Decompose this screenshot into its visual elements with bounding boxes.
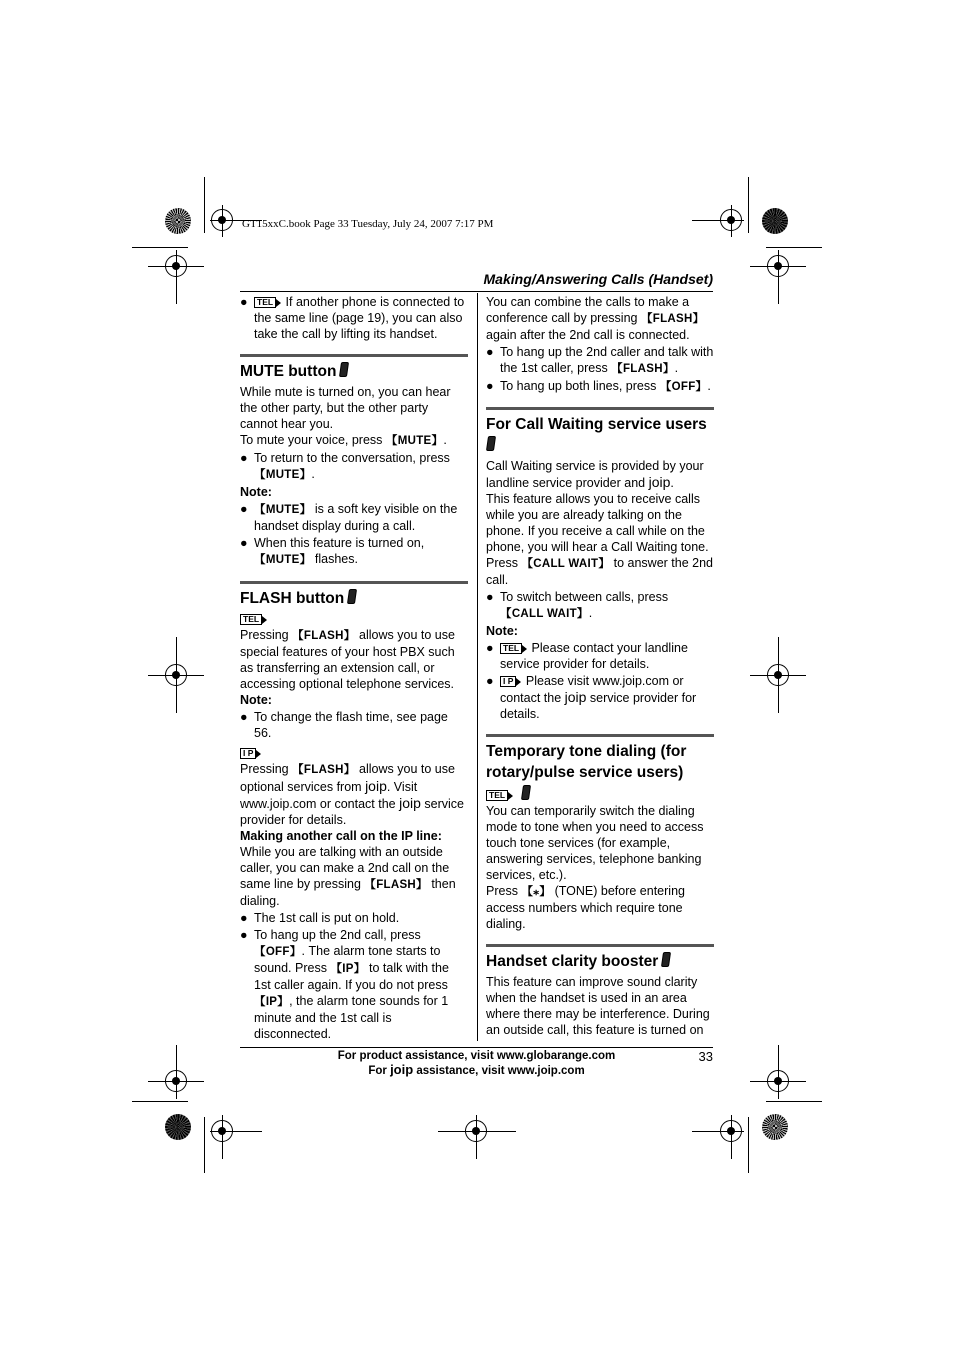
list-item: ● To hang up the 2nd caller and talk with the 1st caller, press 【FLASH】.: [486, 345, 714, 375]
tel-icon: TEL: [500, 643, 522, 654]
file-header: GT15xxC.book Page 33 Tuesday, July 24, 2007 7:17 PM: [242, 218, 494, 230]
list-item: ● When this feature is turned on, 【MUTE】 flashes.: [240, 536, 425, 566]
note-label: Note:: [240, 693, 272, 707]
column-divider: [477, 293, 478, 1041]
note-label: Note:: [486, 624, 518, 638]
list-item: ● The 1st call is put on hold.: [240, 911, 400, 925]
handset-icon: [661, 952, 671, 967]
handset-icon: [347, 589, 357, 604]
handset-icon: [339, 362, 349, 377]
tel-icon: TEL: [254, 297, 276, 308]
flash-section-title: FLASH button: [240, 581, 468, 609]
note-label: Note:: [240, 485, 272, 499]
ip-icon: I P: [500, 676, 516, 687]
list-item: ● To return to the conversation, press 【MUTE】.: [240, 451, 450, 481]
list-item: ● TEL Please contact your landline service provider for details.: [486, 641, 688, 671]
list-item: ● To hang up both lines, press 【OFF】.: [486, 379, 711, 393]
list-item: ● To switch between calls, press 【CALL WAIT】.: [486, 590, 669, 620]
page-number: 33: [698, 1049, 713, 1064]
tone-dialing-section-title: Temporary tone dialing (for rotary/pulse service users): [486, 734, 714, 783]
right-column: You can combine the calls to make a conference call by pressing 【FLASH】 again after the 2nd call is connected. ● To hang up the 2nd caller and talk with the 1st caller, press 【FLASH】. ● To hang up both lines, press 【OFF】. For Call Waiting service users Call Waiting service is provided by your landline service provider and joip. This feature allows you to receive calls while you are already talking on the phone. If you receive a call while on the phone, you will hear a Call Waiting tone. Press 【CALL WAIT】 to answer the 2nd call. ● To switch between calls, press 【CALL WAIT】. Note: ● TEL Please contact your landline service provider for details. ● I P Please visit www.joip.com or contact the joip service provider for details. Temporary tone dialing (for rotary/pulse service users) TEL You can temporarily switch the dialing mode to tone when you need to access touch tone services (for example, answering services, telephone banking services, etc.). Press 【⁎】 (TONE) before entering access numbers which require tone dialing. Handset clarity booster This feature can improve sound clarity when the handset is used in an area where there may be interference. During an outside call, this feature is turned on: [486, 295, 714, 1037]
list-item: ● To hang up the 2nd call, press 【OFF】. The alarm tone starts to sound. Press 【IP】 to talk with the 1st caller again. If you do not press 【IP】, the alarm tone sounds for 1 minute and the 1st call is disconnected.: [240, 928, 449, 1041]
left-column: ● TEL If another phone is connected to the same line (page 19), you can also take the call by lifting its handset. MUTE button While mute is turned on, you can hear the other party, but the other party cannot hear you. To mute your voice, press 【MUTE】. ● To return to the conversation, press 【MUTE】. Note: ● 【MUTE】 is a soft key visible on the handset display during a call. ● When this feature is turned on, 【MUTE】 flashes. FLASH button TEL Pressing 【FLASH】 allows you to use special features of your host PBX such as transferring an extension call, or accessing optional telephone services. Note: ● To change the flash time, see page 56. I P Pressing 【FLASH】 allows you to use optional services from joip. Visit www.joip.com or contact the joip service provider for details. Making another call on the IP line: While you are talking with an outside caller, you can make a 2nd call on the same line by pressing 【FLASH】 then dialing. ● The 1st call is put on hold. ● To hang up the 2nd call, press 【OFF】. The alarm tone starts to sound. Press 【IP】 to talk with the 1st caller again. If you do not press 【IP】, the alarm tone sounds for 1 minute and the 1st call is disconnected.: [240, 293, 468, 1043]
subheading: Making another call on the IP line:: [240, 829, 442, 843]
ip-icon: I P: [240, 748, 256, 759]
intro-bullet: ● TEL If another phone is connected to the same line (page 19), you can also take the call by lifting its handset.: [240, 295, 465, 341]
call-waiting-section-title: For Call Waiting service users: [486, 407, 714, 456]
handset-icon: [486, 436, 496, 451]
mute-section-title: MUTE button: [240, 354, 468, 382]
list-item: ● I P Please visit www.joip.com or contact the joip service provider for details.: [486, 674, 697, 721]
list-item: ● To change the flash time, see page 56.: [240, 710, 448, 740]
tel-icon: TEL: [486, 790, 508, 801]
clarity-booster-section-title: Handset clarity booster: [486, 944, 714, 972]
list-item: ● 【MUTE】 is a soft key visible on the handset display during a call.: [240, 502, 458, 533]
header-rule: [240, 291, 713, 292]
tel-icon: TEL: [240, 614, 262, 625]
page-footer: For product assistance, visit www.globarange.com For joip assistance, visit www.joip.com: [240, 1047, 713, 1077]
running-head: Making/Answering Calls (Handset): [483, 271, 713, 287]
handset-icon: [520, 785, 530, 800]
